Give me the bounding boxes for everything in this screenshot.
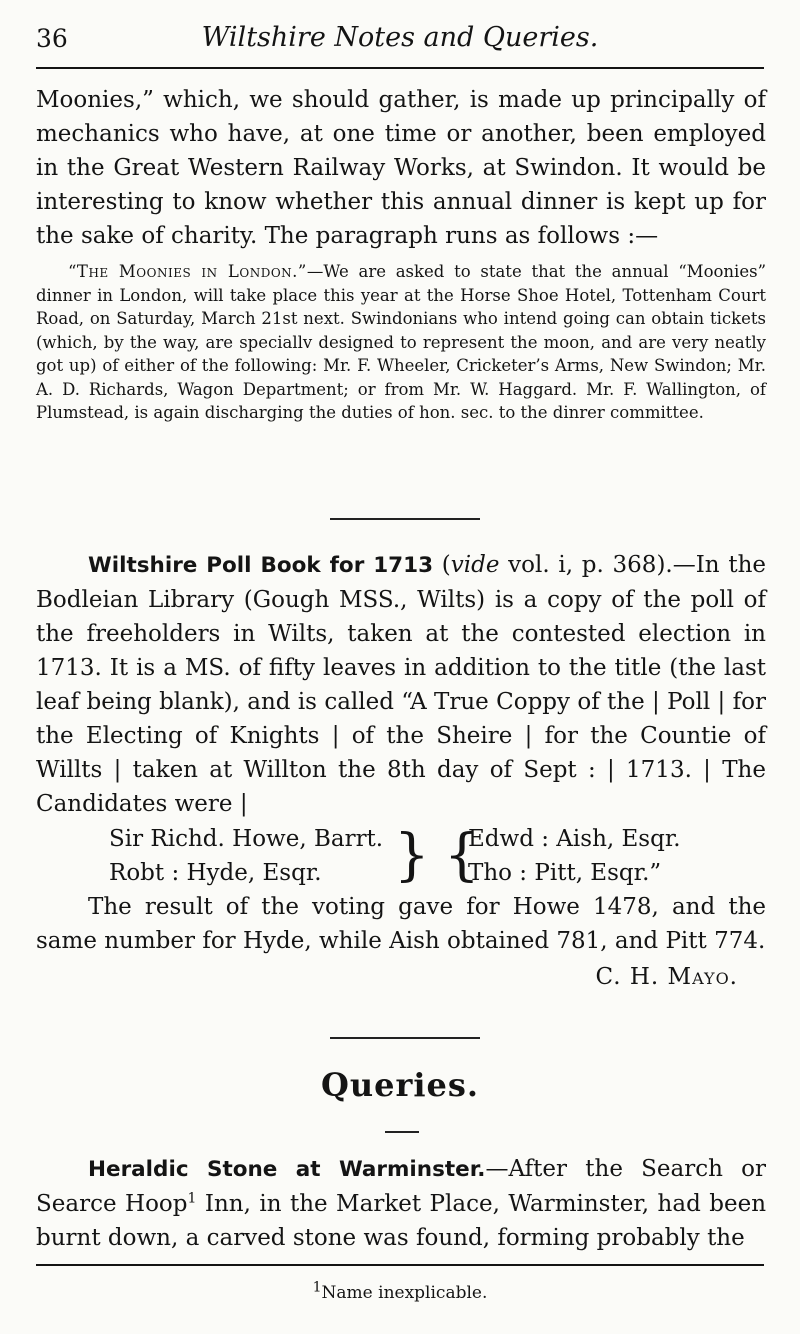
- signature: C. H. Mayo.: [595, 964, 738, 990]
- candidate: Edwd : Aish, Esqr.: [468, 826, 681, 852]
- short-divider: [385, 1131, 419, 1133]
- poll-book-heading: Wiltshire Poll Book for 1713: [88, 553, 434, 578]
- candidates-right: [468, 822, 768, 890]
- heraldic-stone-heading: Heraldic Stone at Warminster.: [88, 1157, 486, 1182]
- candidate: Sir Richd. Howe, Barrt.: [109, 826, 384, 852]
- poll-book-text: vol. i, p. 368).—In the Bodleian Library (Gough MSS., Wilts) is a copy of the poll of the freeholders in Wilts, taken at the contested election in 1713. It is a MS. of fifty leaves in addition to the title (the last leaf being blank), and is called “A True Coppy of the | Poll | for the Electing of Knights | of the Sheire | for the Countie of Willts | taken at Willton the 8th day of Sept : | 1713. | The Candidates were |: [36, 552, 767, 817]
- heraldic-stone-paragraph: [36, 1152, 766, 1255]
- result-paragraph: The result of the voting gave for Howe 1478, and the same number for Hyde, while Aish obtained 781, and Pitt 774.: [36, 894, 766, 954]
- quote-text: —We are asked to state that the annual “Moonies” dinner in London, will take place this year at the Horse Shoe Hotel, Tottenham Court Road, on Saturday, March 21st next. Swindonians who intend going can obtain tickets (which, by the way, are speciallv designed to represent the moon, and are very neatly got up) of either of the following: Mr. F. Wheeler, Cricketer’s Arms, New Swindon; Mr. A. D. Richards, Wagon Department; or from Mr. W. Haggard. Mr. F. Wallington, of Plumstead, is again discharging the duties of hon. sec. to the dinrer committee.: [36, 262, 767, 422]
- candidates-left: [109, 822, 429, 890]
- intro-paragraph: Moonies,” which, we should gather, is made up principally of mechanics who have, at one time or another, been employed in the Great Western Railway Works, at Swindon. It would be interesting to know whether this annual dinner is kept up for the sake of charity. The paragraph runs as follows :—: [36, 87, 766, 249]
- vide-word: vide: [450, 552, 500, 578]
- page-number: 36: [36, 24, 68, 53]
- candidate: Robt : Hyde, Esqr.: [109, 860, 322, 886]
- footnote: [0, 1279, 800, 1303]
- left-brace: {: [444, 823, 480, 888]
- queries-section-title: Queries.: [320, 1066, 480, 1104]
- section-divider: [330, 1037, 480, 1039]
- journal-title: Wiltshire Notes and Queries.: [201, 22, 599, 53]
- open-paren: (: [441, 552, 451, 578]
- footnote-reference[interactable]: 1: [187, 1190, 197, 1207]
- running-head: [36, 18, 764, 58]
- footnote-rule: [36, 1264, 764, 1266]
- header-rule: [36, 67, 764, 69]
- quote-title: “The Moonies in London.”: [68, 262, 307, 281]
- footnote-text: Name inexplicable.: [321, 1283, 488, 1303]
- heraldic-text-b: Inn, in the Market Place, Warminster, had been burnt down, a carved stone was found, forming probably the: [36, 1191, 767, 1251]
- heraldic-text-a: —After the Search or Searce Hoop: [36, 1156, 766, 1217]
- right-brace: }: [394, 823, 430, 888]
- section-divider: [330, 518, 480, 520]
- poll-book-paragraph: [36, 548, 766, 821]
- quoted-paragraph: [36, 260, 766, 425]
- footnote-mark: 1: [312, 1279, 322, 1296]
- candidate: Tho : Pitt, Esqr.”: [468, 860, 662, 886]
